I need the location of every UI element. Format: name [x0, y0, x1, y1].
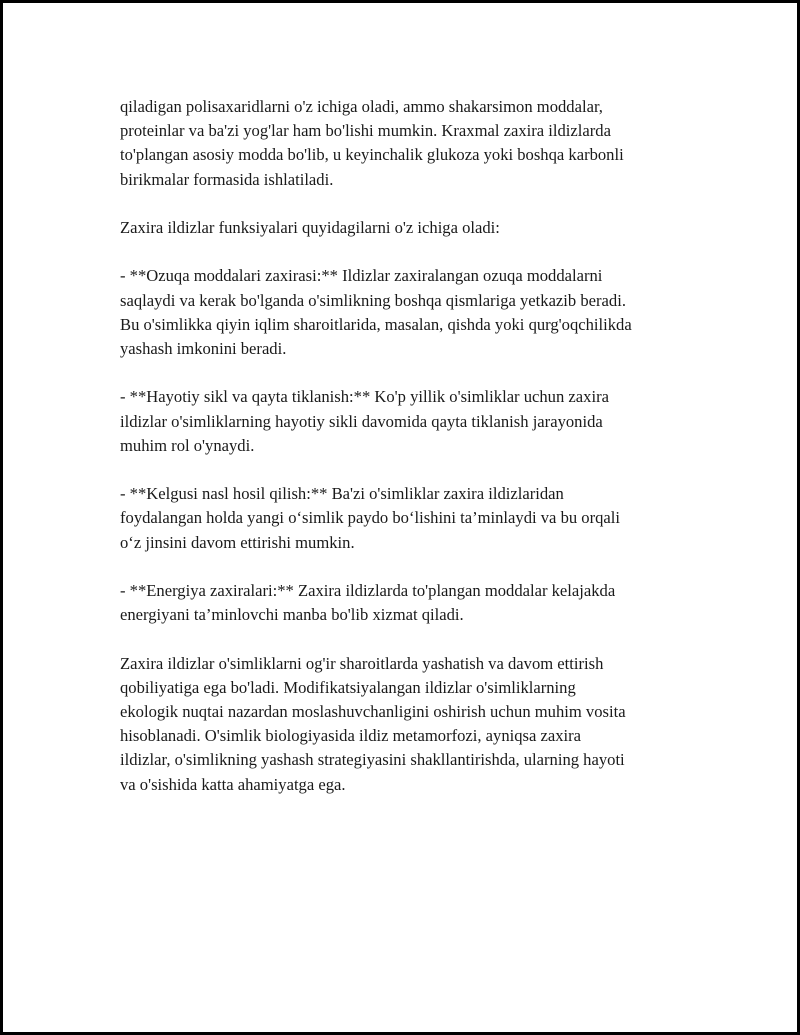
document-body	[120, 95, 700, 821]
paragraph-conclusion: Zaxira ildizlar o'simliklarni og'ir sharoitlarda yashatish va davom ettirish qobiliyatiga ega bo'ladi. Modifikatsiyalangan ildizlar o'simliklarning ekologik nuqtai nazardan moslashuvchanligini oshirish uchun muhim vosita hisoblanadi. O'simlik biologiyasida ildiz metamorfozi, ayniqsa zaxira ildizlar, o'simlikning yashash strategiyasini shakllantirishda, ularning hayoti va o'sishida katta ahamiyatga ega.	[120, 653, 626, 794]
paragraph-functions-intro: Zaxira ildizlar funksiyalari quyidagilarni o'z ichiga oladi:	[120, 218, 500, 237]
list-item-reproduction: - **Kelgusi nasl hosil qilish:** Ba'zi o'simliklar zaxira ildizlaridan foydalangan holda yangi o‘simlik paydo bo‘lishini ta’minlaydi va bu orqali o‘z jinsini davom ettirishi mumkin.	[120, 484, 621, 552]
list-item-energy-reserves: - **Energiya zaxiralari:** Zaxira ildizlarda to'plangan moddalar kelajakda energiyani ta’minlovchi manba bo'lib xizmat qiladi.	[120, 580, 616, 625]
list-item-nutrient-reserve: - **Ozuqa moddalari zaxirasi:** Ildizlar zaxiralangan ozuqa moddalarni saqlaydi va kerak bo'lganda o'simlikning boshqa qismlariga yetkazib beradi. Bu o'simlikka qiyin iqlim sharoitlarida, masalan, qishda yoki qurg'oqchilikda yashash imkonini beradi.	[120, 266, 632, 358]
list-item-life-cycle: - **Hayotiy sikl va qayta tiklanish:** Ko'p yillik o'simliklar uchun zaxira ildizlar o'simliklarning hayotiy sikli davomida qayta tiklanish jarayonida muhim rol o'ynaydi.	[120, 387, 609, 455]
paragraph-polysaccharides: qiladigan polisaxaridlarni o'z ichiga oladi, ammo shakarsimon moddalar, proteinlar va ba'zi yog'lar ham bo'lishi mumkin. Kraxmal zaxira ildizlarda to'plangan asosiy modda bo'lib, u keyinchalik glukoza yoki boshqa karbonli birikmalar formasida ishlatiladi.	[120, 97, 624, 189]
